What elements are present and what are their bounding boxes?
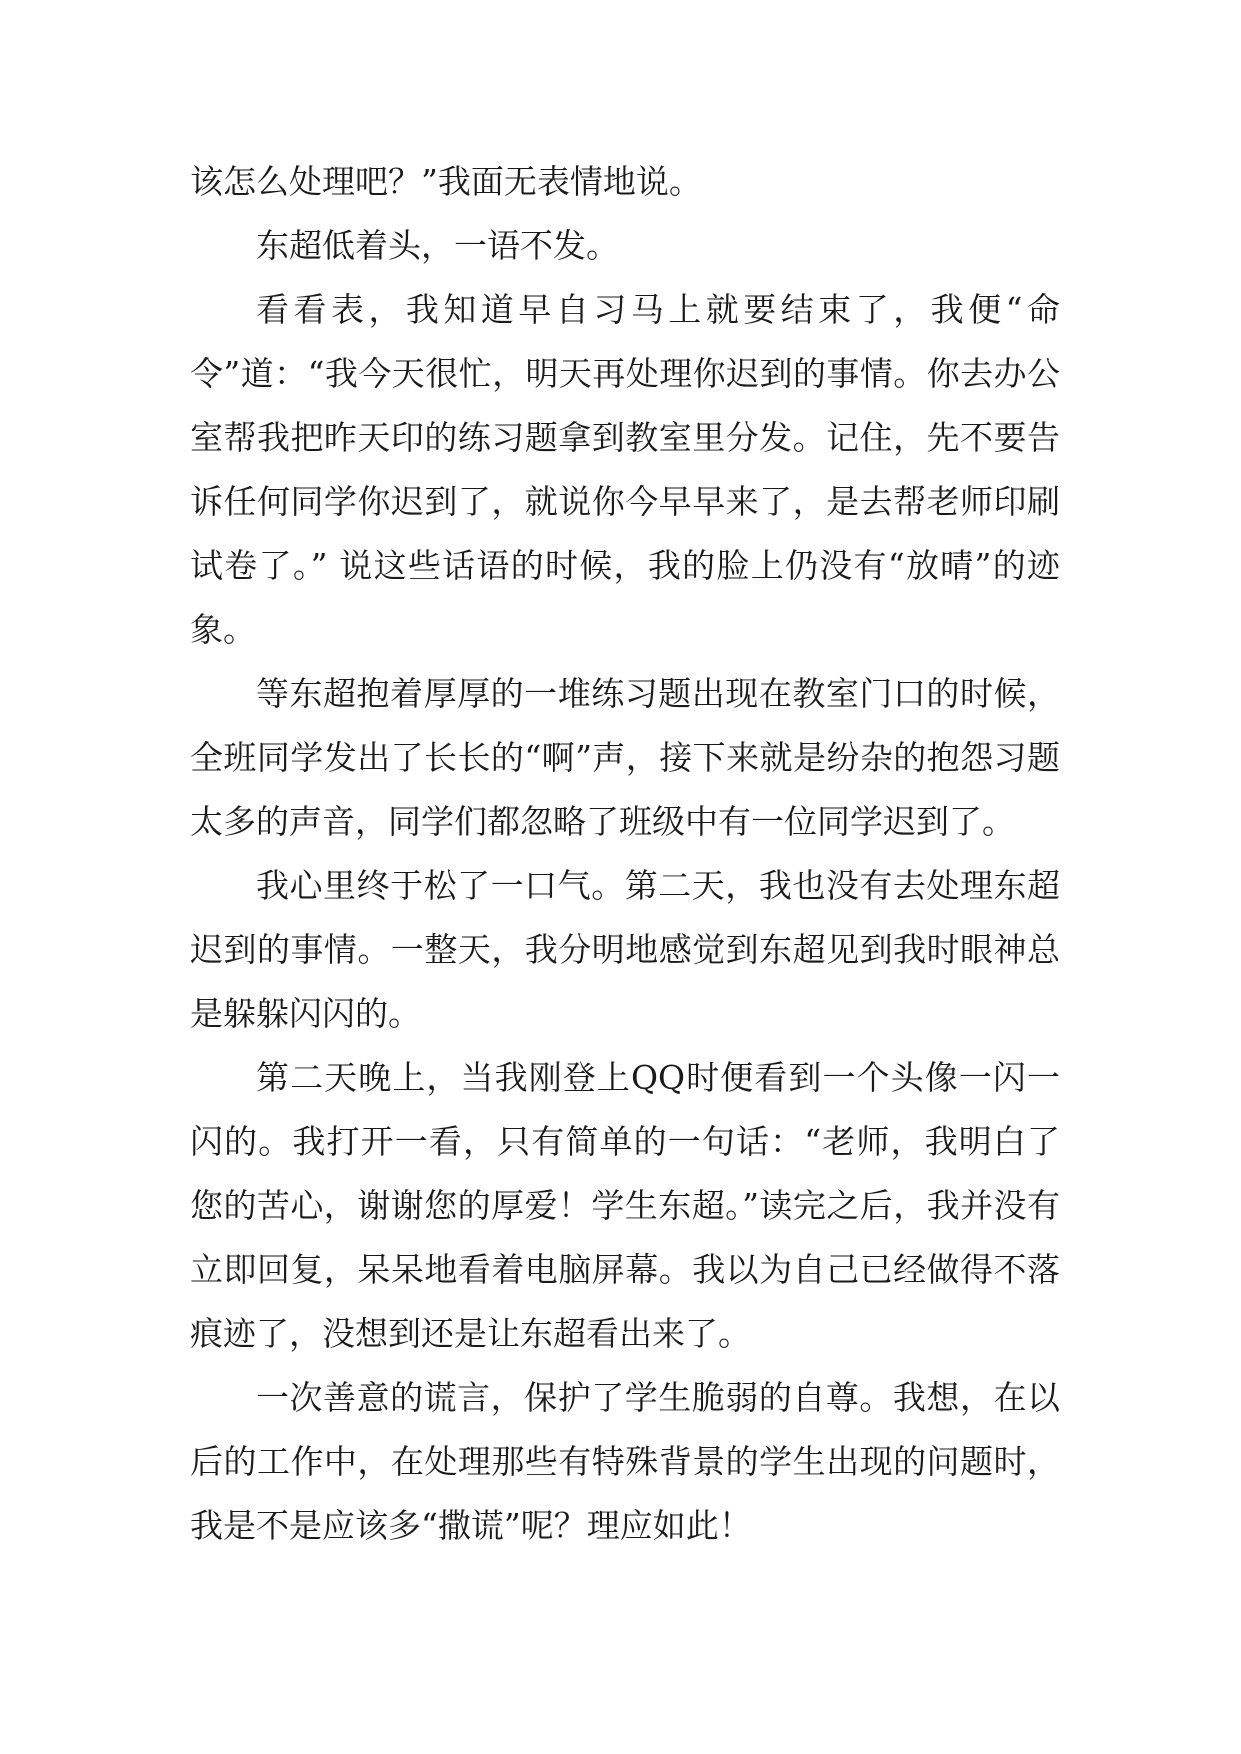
paragraph-7: 一次善意的谎言，保护了学生脆弱的自尊。我想，在以后的工作中，在处理那些有特殊背景的学生出现的问题时，我是不是应该多“撒谎”呢？理应如此！ (190, 1378, 1060, 1545)
paragraph-5: 我心里终于松了一口气。第二天，我也没有去处理东超迟到的事情。一整天，我分明地感觉到东超见到我时眼神总是躲躲闪闪的。 (190, 866, 1060, 1033)
paragraph-3: 看看表，我知道早自习马上就要结束了，我便“命令”道：“我今天很忙，明天再处理你迟到的事情。你去办公室帮我把昨天印的练习题拿到教室里分发。记住，先不要告诉任何同学你迟到了，就说你今早早来了，是去帮老师印刷试卷了。” 说这些话语的时候，我的脸上仍没有“放晴”的迹象。 (190, 290, 1060, 649)
article-body (190, 150, 1060, 1558)
paragraph-1: 该怎么处理吧？”我面无表情地说。 (190, 162, 702, 201)
paragraph-2: 东超低着头，一语不发。 (256, 226, 619, 265)
paragraph-4: 等东超抱着厚厚的一堆练习题出现在教室门口的时候，全班同学发出了长长的“啊”声，接下来就是纷杂的抱怨习题太多的声音，同学们都忽略了班级中有一位同学迟到了。 (190, 674, 1060, 841)
paragraph-6: 第二天晚上，当我刚登上QQ时便看到一个头像一闪一闪的。我打开一看，只有简单的一句话：“老师，我明白了您的苦心，谢谢您的厚爱！学生东超。”读完之后，我并没有立即回复，呆呆地看着电脑屏幕。我以为自己已经做得不落痕迹了，没想到还是让东超看出来了。 (190, 1058, 1060, 1353)
